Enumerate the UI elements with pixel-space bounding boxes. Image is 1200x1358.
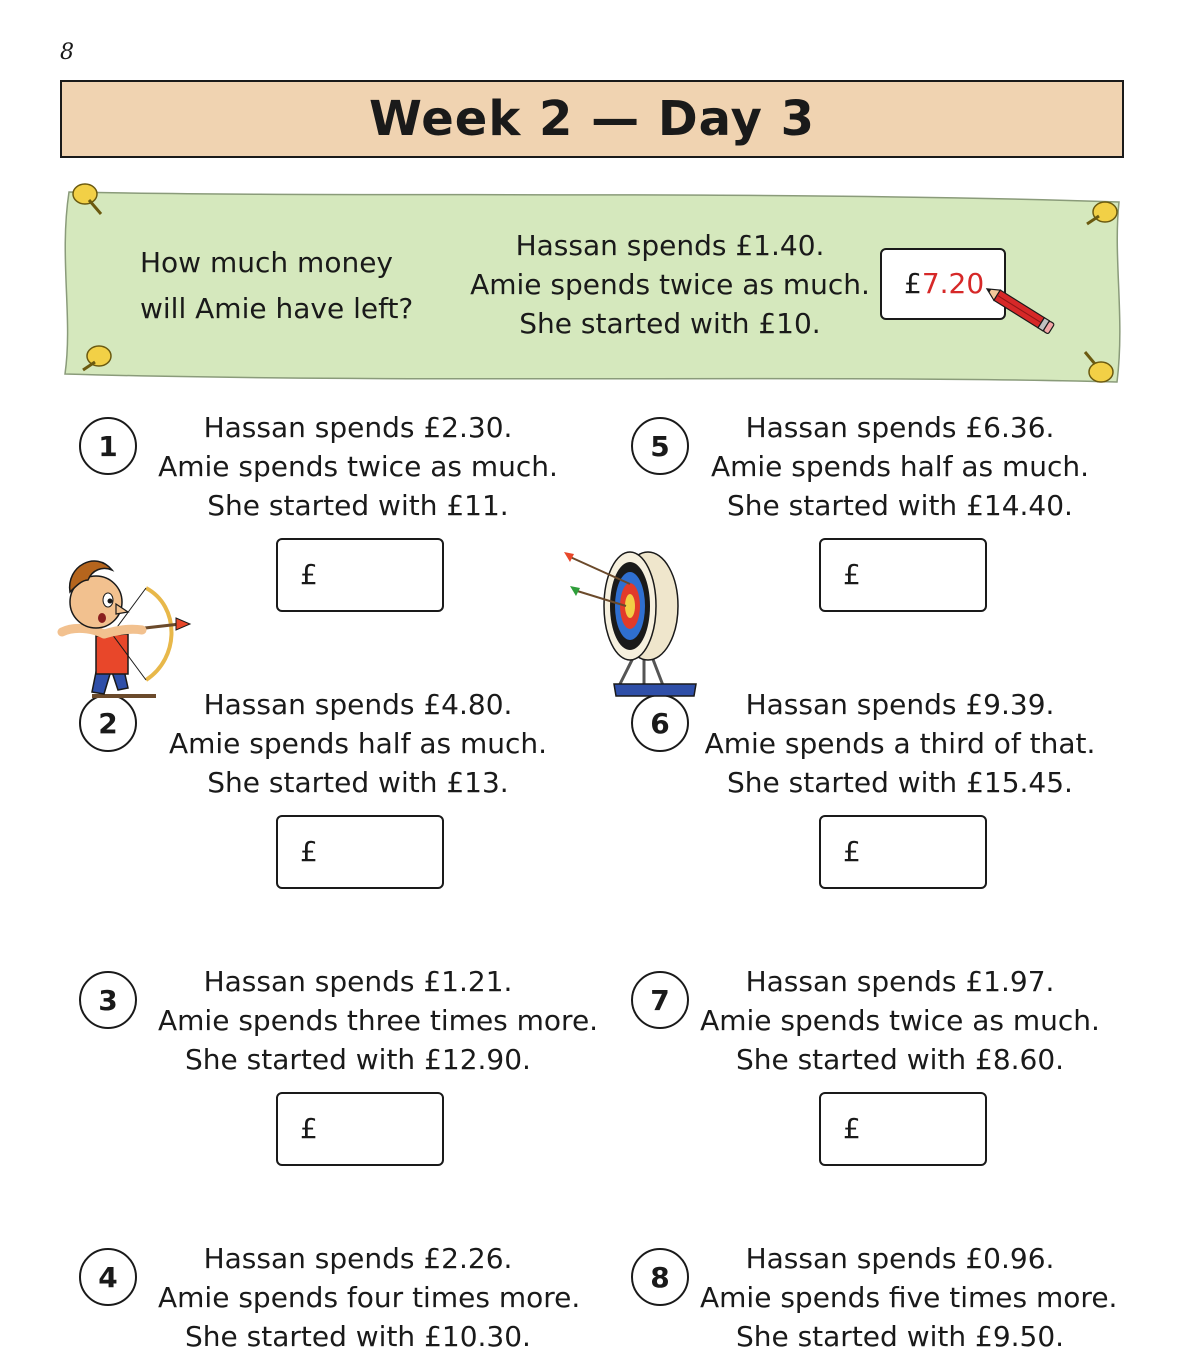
question-number: 5 xyxy=(631,417,689,475)
question-number: 1 xyxy=(79,417,137,475)
problem-text: Hassan spends £6.36. Amie spends half as much. She started with £14.40. xyxy=(710,411,1090,522)
answer-box[interactable]: £ xyxy=(819,1092,987,1166)
pencil-icon xyxy=(982,282,1062,338)
problem-text: Hassan spends £0.96. Amie spends five times more. She started with £9.50. xyxy=(700,1242,1118,1353)
example-problem-text: Hassan spends £1.40. Amie spends twice as much. She started with £10. xyxy=(470,229,870,340)
example-question: How much money will Amie have left? xyxy=(140,246,414,325)
problem-text: Hassan spends £9.39. Amie spends a third of that. She started with £15.45. xyxy=(704,688,1096,799)
question-number: 8 xyxy=(631,1248,689,1306)
problem-text: Hassan spends £1.97. Amie spends twice as much. She started with £8.60. xyxy=(700,965,1100,1076)
answer-box[interactable]: £ xyxy=(819,815,987,889)
answer-box[interactable]: £ xyxy=(819,538,987,612)
problem-text: Hassan spends £2.26. Amie spends four times more. She started with £10.30. xyxy=(158,1242,581,1353)
title-bar xyxy=(60,80,1124,158)
page-number: 8 xyxy=(60,40,74,65)
problem-text: Hassan spends £1.21. Amie spends three times more. She started with £12.90. xyxy=(158,965,599,1076)
archer-illustration xyxy=(52,540,192,702)
question-number: 7 xyxy=(631,971,689,1029)
answer-box[interactable]: £ xyxy=(276,815,444,889)
question-number: 4 xyxy=(79,1248,137,1306)
answer-box[interactable]: £ xyxy=(276,1092,444,1166)
page-title: Week 2 — Day 3 xyxy=(369,91,815,147)
question-number: 2 xyxy=(79,694,137,752)
problem-text: Hassan spends £4.80. Amie spends half as much. She started with £13. xyxy=(168,688,548,799)
example-answer-value: 7.20 xyxy=(921,267,985,300)
currency-symbol: £ xyxy=(904,267,922,300)
question-number: 6 xyxy=(631,694,689,752)
question-number: 3 xyxy=(79,971,137,1029)
target-illustration xyxy=(560,540,700,700)
problem-text: Hassan spends £2.30. Amie spends twice as much. She started with £11. xyxy=(158,411,558,522)
answer-box[interactable]: £ xyxy=(276,538,444,612)
